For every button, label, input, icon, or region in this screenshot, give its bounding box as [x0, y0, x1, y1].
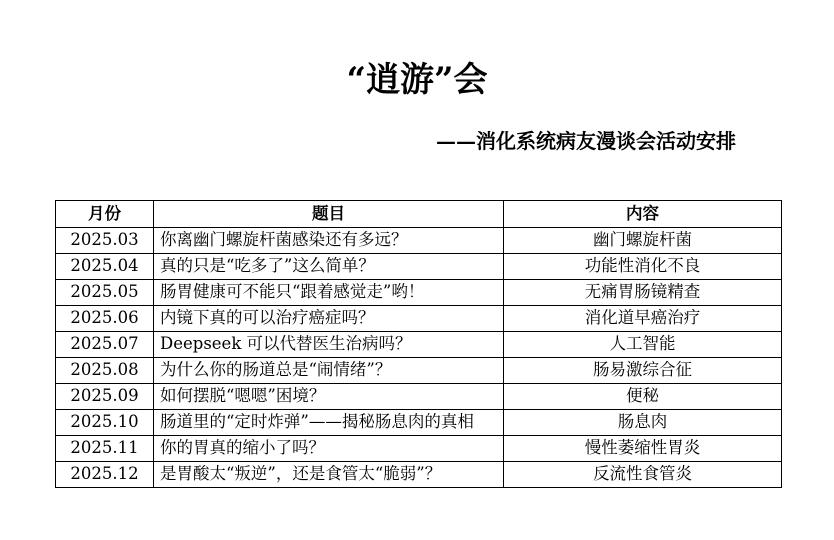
table-row [56, 306, 782, 332]
table-row [56, 436, 782, 462]
row-month: 2025.08 [56, 358, 154, 384]
row-topic: 肠道里的“定时炸弹”——揭秘肠息肉的真相 [154, 410, 504, 436]
row-content: 慢性萎缩性胃炎 [504, 436, 782, 462]
row-topic: 是胃酸太“叛逆”，还是食管太“脆弱”？ [154, 462, 504, 488]
table-row [56, 358, 782, 384]
row-month: 2025.12 [56, 462, 154, 488]
row-month: 2025.05 [56, 280, 154, 306]
row-content: 功能性消化不良 [504, 254, 782, 280]
table-row [56, 228, 782, 254]
row-month: 2025.06 [56, 306, 154, 332]
header-topic: 题目 [154, 201, 504, 228]
row-month: 2025.10 [56, 410, 154, 436]
row-topic: 你离幽门螺旋杆菌感染还有多远？ [154, 228, 504, 254]
table-row [56, 332, 782, 358]
row-content: 肠易激综合征 [504, 358, 782, 384]
row-content: 无痛胃肠镜精查 [504, 280, 782, 306]
row-content: 人工智能 [504, 332, 782, 358]
row-month: 2025.11 [56, 436, 154, 462]
row-topic: Deepseek 可以代替医生治病吗？ [154, 332, 504, 358]
row-topic: 肠胃健康可不能只“跟着感觉走”哟！ [154, 280, 504, 306]
row-month: 2025.09 [56, 384, 154, 410]
row-content: 反流性食管炎 [504, 462, 782, 488]
row-topic: 你的胃真的缩小了吗？ [154, 436, 504, 462]
header-content: 内容 [504, 201, 782, 228]
row-month: 2025.03 [56, 228, 154, 254]
table-row [56, 384, 782, 410]
table-row [56, 280, 782, 306]
table-header-row [56, 201, 782, 228]
row-content: 消化道早癌治疗 [504, 306, 782, 332]
header-month: 月份 [56, 201, 154, 228]
row-content: 便秘 [504, 384, 782, 410]
table-row [56, 410, 782, 436]
row-topic: 为什么你的肠道总是“闹情绪”？ [154, 358, 504, 384]
table-row [56, 462, 782, 488]
row-topic: 内镜下真的可以治疗癌症吗？ [154, 306, 504, 332]
row-content: 幽门螺旋杆菌 [504, 228, 782, 254]
row-topic: 真的只是“吃多了”这么简单？ [154, 254, 504, 280]
document-title: “逍游”会 [346, 60, 488, 100]
document-subtitle: ——消化系统病友漫谈会活动安排 [436, 129, 736, 153]
activity-schedule-table [55, 200, 782, 488]
table-row [56, 254, 782, 280]
row-topic: 如何摆脱“嗯嗯”困境？ [154, 384, 504, 410]
row-content: 肠息肉 [504, 410, 782, 436]
row-month: 2025.04 [56, 254, 154, 280]
row-month: 2025.07 [56, 332, 154, 358]
